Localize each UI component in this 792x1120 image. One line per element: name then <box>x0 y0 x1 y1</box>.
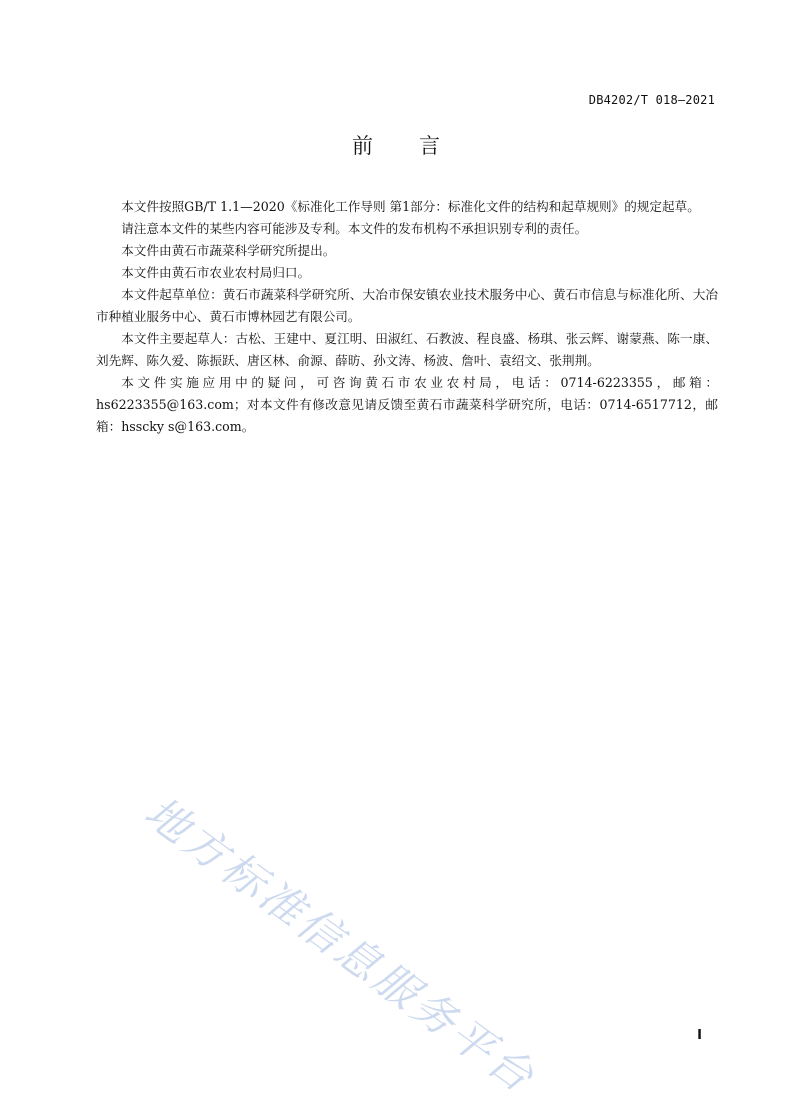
page-number: I <box>697 1028 702 1043</box>
paragraph-proposer: 本文件由黄石市蔬菜科学研究所提出。 <box>121 243 336 258</box>
paragraph-main-drafters: 本文件主要起草人：古松、王建中、夏江明、田淑红、石教波、程良盛、杨琪、张云辉、谢蒙燕、陈一康、刘先辉、陈久爱、陈振跃、唐区林、俞源、薛昉、孙文涛、杨波、詹叶、袁绍文、张荆荆。 <box>96 331 718 368</box>
foreword-body <box>96 196 718 438</box>
document-code: DB4202/T 018—2021 <box>588 93 715 107</box>
paragraph-centralized-unit: 本文件由黄石市农业农村局归口。 <box>121 265 311 280</box>
page-title: 前言 <box>352 134 486 158</box>
paragraph-contact-info: 本文件实施应用中的疑问，可咨询黄石市农业农村局，电话：0714-6223355，邮箱：hs6223355@163.com；对本文件有修改意见请反馈至黄石市蔬菜科学研究所，电话：0714-6517712，邮箱：hsscky s@163.com。 <box>96 375 718 434</box>
paragraph-drafting-rules: 本文件按照GB/T 1.1—2020《标准化工作导则 第1部分：标准化文件的结构和起草规则》的规定起草。 <box>121 199 700 214</box>
paragraph-drafting-units: 本文件起草单位：黄石市蔬菜科学研究所、大冶市保安镇农业技术服务中心、黄石市信息与标准化所、大冶市种植业服务中心、黄石市博林园艺有限公司。 <box>96 287 718 324</box>
paragraph-patent-notice: 请注意本文件的某些内容可能涉及专利。本文件的发布机构不承担识别专利的责任。 <box>121 221 588 236</box>
watermark: 地方标准信息服务平台 <box>135 787 545 1104</box>
